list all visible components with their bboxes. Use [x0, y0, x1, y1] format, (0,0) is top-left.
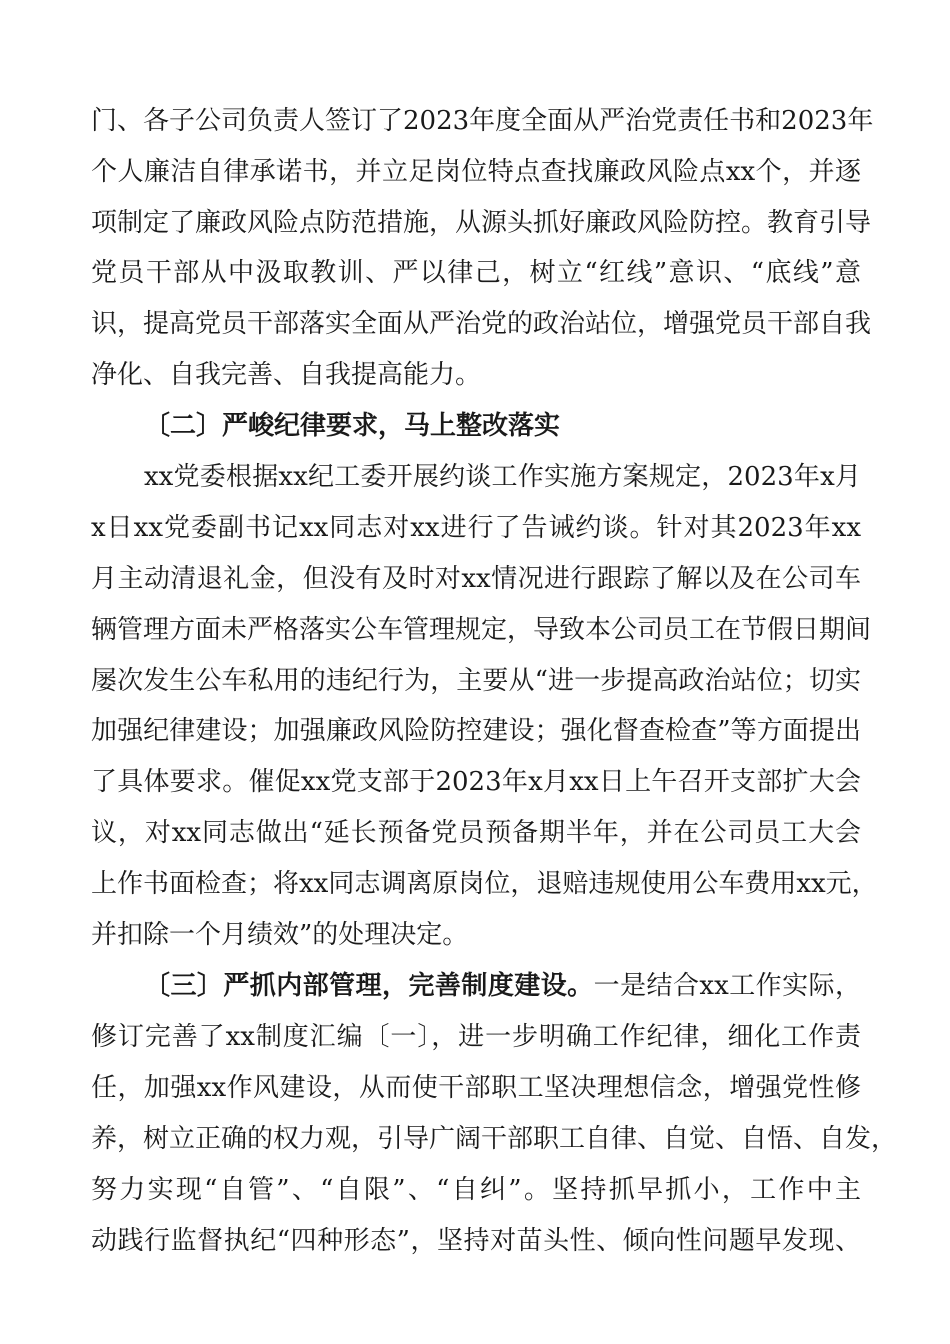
paragraph-line: 动践行监督执纪“四种形态”，坚持对苗头性、倾向性问题早发现、: [91, 1226, 861, 1256]
paragraph-line: 上作书面检查；将xx同志调离原岗位，退赔违规使用公车费用xx元，: [91, 869, 878, 899]
heading-3-continuation: 一是结合xx工作实际，: [593, 971, 861, 1001]
paragraph-line: 养，树立正确的权力观，引导广阔干部职工自律、自觉、自悟、自发，: [91, 1124, 898, 1154]
paragraph-line: 并扣除一个月绩效”的处理决定。: [91, 920, 469, 950]
paragraph-line: x日xx党委副书记xx同志对xx进行了告诫约谈。针对其2023年xx: [91, 513, 861, 543]
paragraph-line: 净化、自我完善、自我提高能力。: [91, 360, 482, 390]
section-heading-3-line: [144, 969, 861, 1003]
paragraph-line: 个人廉洁自律承诺书，并立足岗位特点查找廉政风险点xx个，并逐: [91, 157, 861, 187]
paragraph-line: xx党委根据xx纪工委开展约谈工作实施方案规定，2023年x月: [144, 462, 861, 492]
paragraph-line: 门、各子公司负责人签订了2023年度全面从严治党责任书和2023年: [91, 106, 874, 136]
paragraph-line: 努力实现“自管”、“自限”、“自纠”。坚持抓早抓小，工作中主: [91, 1175, 861, 1205]
paragraph-line: 辆管理方面未严格落实公车管理规定，导致本公司员工在节假日期间: [91, 615, 872, 645]
paragraph-line: 任，加强xx作风建设，从而使干部职工坚决理想信念，增强党性修: [91, 1073, 861, 1103]
section-heading-3: 〔三〕严抓内部管理，完善制度建设。: [144, 971, 594, 1001]
paragraph-line: 识，提高党员干部落实全面从严治党的政治站位，增强党员干部自我: [91, 309, 872, 339]
paragraph-line: 党员干部从中汲取教训、严以律己，树立“红线”意识、“底线”意: [91, 258, 861, 288]
paragraph-line: 修订完善了xx制度汇编〔一〕，进一步明确工作纪律，细化工作责: [91, 1022, 861, 1052]
paragraph-line: 屡次发生公车私用的违纪行为，主要从“进一步提高政治站位；切实: [91, 666, 861, 696]
paragraph-line: 议，对xx同志做出“延长预备党员预备期半年，并在公司员工大会: [91, 818, 861, 848]
paragraph-line: 了具体要求。催促xx党支部于2023年x月xx日上午召开支部扩大会: [91, 767, 861, 797]
paragraph-line: 项制定了廉政风险点防范措施，从源头抓好廉政风险防控。教育引导: [91, 208, 872, 238]
paragraph-line: 加强纪律建设；加强廉政风险防控建设；强化督查检查”等方面提出: [91, 716, 861, 746]
paragraph-line: 月主动清退礼金，但没有及时对xx情况进行跟踪了解以及在公司车: [91, 564, 861, 594]
section-heading-2: 〔二〕严峻纪律要求，马上整改落实: [144, 411, 561, 441]
